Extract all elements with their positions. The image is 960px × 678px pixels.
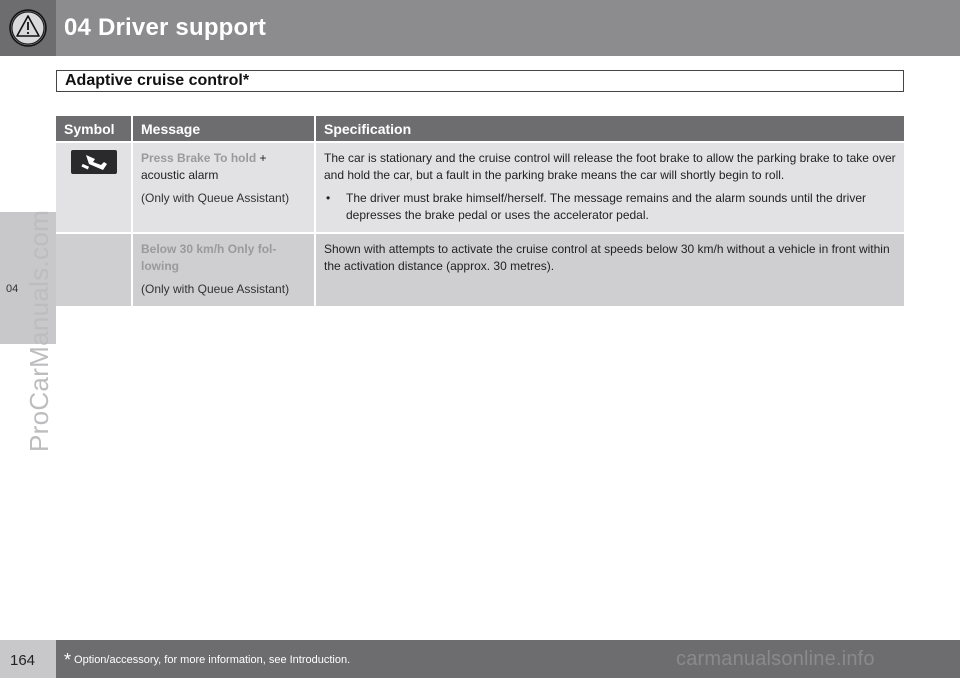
message-suffix: + acoustic alarm (141, 151, 267, 182)
table-header-message: Message (132, 116, 315, 142)
page-number: 164 (10, 652, 36, 669)
specification-text: The car is stationary and the cruise control will release the foot brake to allow the parking brake to take over and hold the car, but a fault in the parking brake means the car will shortly begin to roll. (324, 151, 896, 182)
message-text: Press Brake To hold (141, 151, 257, 165)
specification-cell (315, 142, 904, 233)
specification-bullet: • The driver must brake himself/herself. The message remains and the alarm sounds until the driver depresses the brake pedal or uses the accelerator pedal. (324, 190, 896, 224)
footnote-text: Option/accessory, for more information, see Introduction. (74, 654, 351, 666)
chapter-title: 04 Driver support (64, 14, 267, 41)
symbol-cell (56, 142, 132, 233)
specification-list (324, 190, 896, 224)
table-row (56, 233, 904, 306)
message-cell (132, 142, 315, 233)
page-number-box (0, 640, 56, 678)
footer-watermark: carmanualsonline.info (676, 648, 875, 670)
side-watermark: ProCarManuals.com (24, 209, 54, 452)
specification-text: Shown with attempts to activate the cruise control at speeds below 30 km/h without a vehicle in front within the activation distance (approx. 30 metres). (324, 242, 890, 273)
specification-cell (315, 233, 904, 306)
warning-triangle-icon (8, 8, 48, 48)
message-text: Below 30 km/h Only fol-lowing (141, 242, 277, 273)
symbol-cell (56, 233, 132, 306)
message-note: (Only with Queue Assistant) (141, 282, 290, 296)
table-header-specification: Specification (315, 116, 904, 142)
brake-pedal-icon (71, 150, 117, 174)
message-table (56, 116, 904, 306)
table-row (56, 142, 904, 233)
message-note: (Only with Queue Assistant) (141, 191, 290, 205)
page-footer (0, 640, 960, 678)
message-cell (132, 233, 315, 306)
table-header-symbol: Symbol (56, 116, 132, 142)
chapter-side-tab-label: 04 (6, 283, 19, 295)
chapter-header-tab (0, 0, 56, 56)
footnote-star: * (64, 650, 72, 670)
table-header-row (56, 116, 904, 142)
chapter-header (0, 0, 960, 56)
section-title: Adaptive cruise control* (65, 72, 250, 89)
footer-note (64, 650, 350, 671)
section-title-box (56, 70, 904, 92)
